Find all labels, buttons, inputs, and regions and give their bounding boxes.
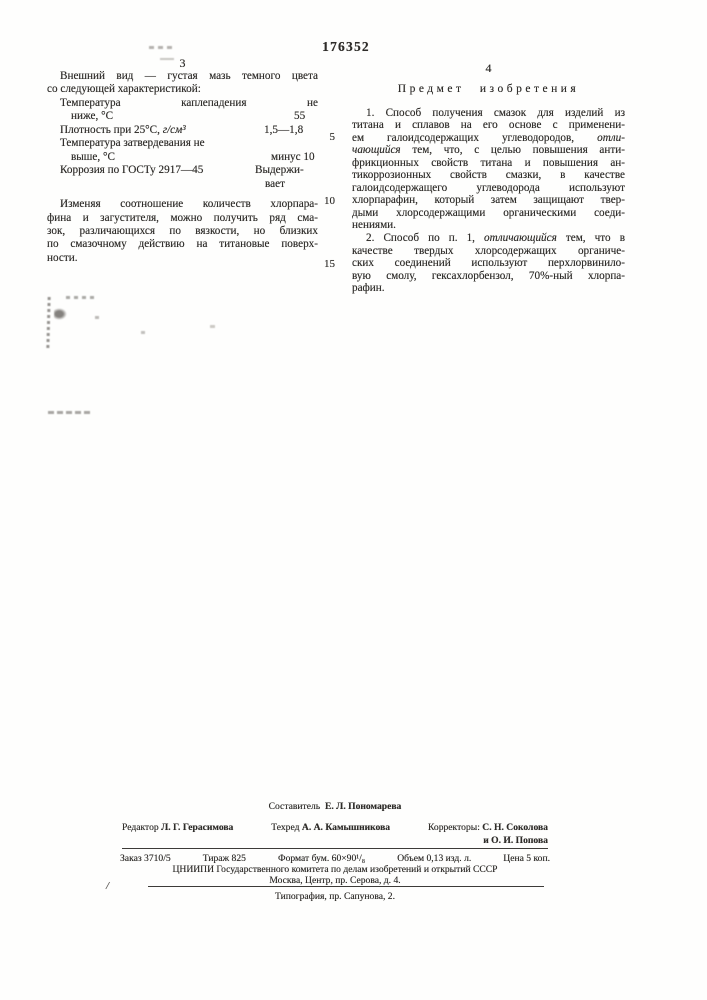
text-line [47,252,318,265]
techeditor-name: А. А. Камышникова [301,822,391,833]
left-text-column [47,70,318,265]
patent-number: 176352 [322,39,370,54]
text-line [47,238,318,251]
text-segment: Плотность при 25°С, [60,123,163,136]
text-line [352,194,625,207]
text-line [352,182,625,195]
text-line [352,132,625,145]
compiler-label: Составитель [268,801,321,812]
text-segment: ности. [47,251,78,264]
scan-smudge [95,316,99,319]
text-line [352,169,625,182]
editor-name: Л. Г. Герасимова [161,822,234,833]
text-line [47,70,318,83]
text-segment: зок, различающихся по вязкости, но близких [47,224,318,237]
text-segment: фина и загустителя, можно получить ряд сма- [47,211,318,224]
scan-smudge [141,331,145,334]
text-segment: рафин. [352,282,385,295]
text-segment: ских соединений используют перхлорвинило- [352,257,625,270]
footer-rule-bottom [148,886,544,887]
order-line-item: Формат бум. 60×90¹/₈ [277,853,366,864]
text-line [47,83,318,96]
footer-address-line: Москва, Центр, пр. Серова, д. 4. [269,875,401,886]
text-line [47,198,318,211]
page-number-left: 3 [179,56,186,70]
footer-rule-top [122,848,548,849]
text-line [352,107,625,120]
text-segment [47,178,50,190]
text-segment: тем, что, с целью повышения анти- [400,144,625,157]
text-segment: ниже, °С [71,110,114,123]
margin-line-number-15: 15 [324,258,335,270]
text-line [352,257,625,270]
text-segment: титана и сплавов на его основе с применени- [352,119,625,132]
text-segment: тикоррозионных свойств смазки, в качестве [352,169,625,182]
italic-text-segment: отли- [597,131,625,144]
scan-smudge [48,411,92,414]
text-segment: со следующей характеристикой: [47,83,201,96]
italic-text-segment: чающийся [352,144,401,157]
text-line [352,219,625,232]
scan-smudge [210,325,215,328]
techeditor-credit [271,822,390,835]
text-segment: Температура затвердевания не [60,137,205,150]
text-line [47,137,318,150]
footer-margin-mark: / [106,880,110,892]
corrector-name-2: и О. И. Попова [483,834,548,846]
corrector-name-1: С. Н. Соколова [482,822,548,833]
text-segment: качестве твердых хлорсодержащих органиче- [352,244,625,257]
text-segment: хлорпарафин, который затем защищают твер- [352,194,625,207]
text-segment: дыми хлорсодержащими органическими соеди- [352,206,625,219]
italic-text-segment: г/см³ [162,123,186,136]
table-value: минус 10 [271,150,315,163]
text-segment: ем галоидсодержащих углеводородов, [352,131,598,144]
compiler-name: Е. Л. Пономарева [324,801,402,812]
text-line [47,164,318,177]
claims-heading: Предмет изобретения [397,83,580,95]
correctors-label: Корректоры: [427,822,480,833]
order-line-item: Заказ 3710/5 [120,853,171,864]
techeditor-label: Техред [271,822,300,833]
page-number-right: 4 [485,61,492,75]
text-segment: Изменяя соотношение количеств хлорпара- [60,198,318,211]
scan-smudge [54,308,67,320]
table-value: Выдержи- [255,164,304,177]
table-value: 55 [294,110,306,123]
text-line [352,157,625,170]
text-line [47,151,318,164]
margin-line-number-5: 5 [329,131,335,143]
text-segment: нениями. [352,219,396,232]
text-line [352,245,625,258]
text-line [47,97,318,110]
text-segment: 2. Способ по п. 1, [366,232,485,245]
text-segment: тем, что в [556,232,625,245]
text-segment: по смазочному действию на титановые поверх- [47,238,318,251]
scan-smudge [46,297,50,349]
text-segment: фрикционных свойств титана и повышения ан- [352,156,625,169]
editor-credit [122,822,233,835]
text-line [352,207,625,220]
correctors-line-1 [428,822,548,835]
text-line [47,124,318,137]
text-line [352,144,625,157]
table-value: вает [265,177,285,190]
text-segment: галоидсодержащего углеводорода используют [352,181,625,194]
text-segment: Температура каплепадения не [60,96,318,109]
text-line [47,225,318,238]
footer-compiler-line [122,801,548,812]
text-line [352,119,625,132]
text-segment: Коррозия по ГОСТу 2917—45 [60,164,204,177]
scan-smudge [66,296,96,299]
margin-line-number-10: 10 [324,195,335,207]
order-line-item: Цена 5 коп. [503,853,550,864]
footer-staff-row [122,822,548,847]
text-line [47,212,318,225]
right-text-column [352,83,625,295]
text-line [352,232,625,245]
order-line-item: Объем 0,13 изд. л. [397,853,472,864]
claims-text [352,107,625,295]
text-segment: вую смолу, гексахлорбензол, 70%-ный хлорпа- [352,269,625,282]
order-line-item: Тираж 825 [202,853,246,864]
correctors-credit [428,822,548,847]
editor-label: Редактор [122,822,159,833]
text-segment: Внешний вид — густая мазь темного цвета [60,70,318,82]
footer-order-line [120,853,550,864]
text-line [47,178,318,191]
table-value: 1,5—1,8 [264,123,304,136]
footer-publisher-line: ЦНИИПИ Государственного комитета по делам изобретений и открытий СССР [172,864,498,875]
text-segment: 1. Способ получения смазок для изделий из [366,106,625,119]
text-line [352,270,625,283]
italic-text-segment: отличающийся [484,232,557,245]
text-line [352,282,625,295]
text-segment: выше, °С [71,150,115,163]
text-line [47,110,318,123]
footer-printer-line: Типография, пр. Сапунова, 2. [274,891,395,902]
